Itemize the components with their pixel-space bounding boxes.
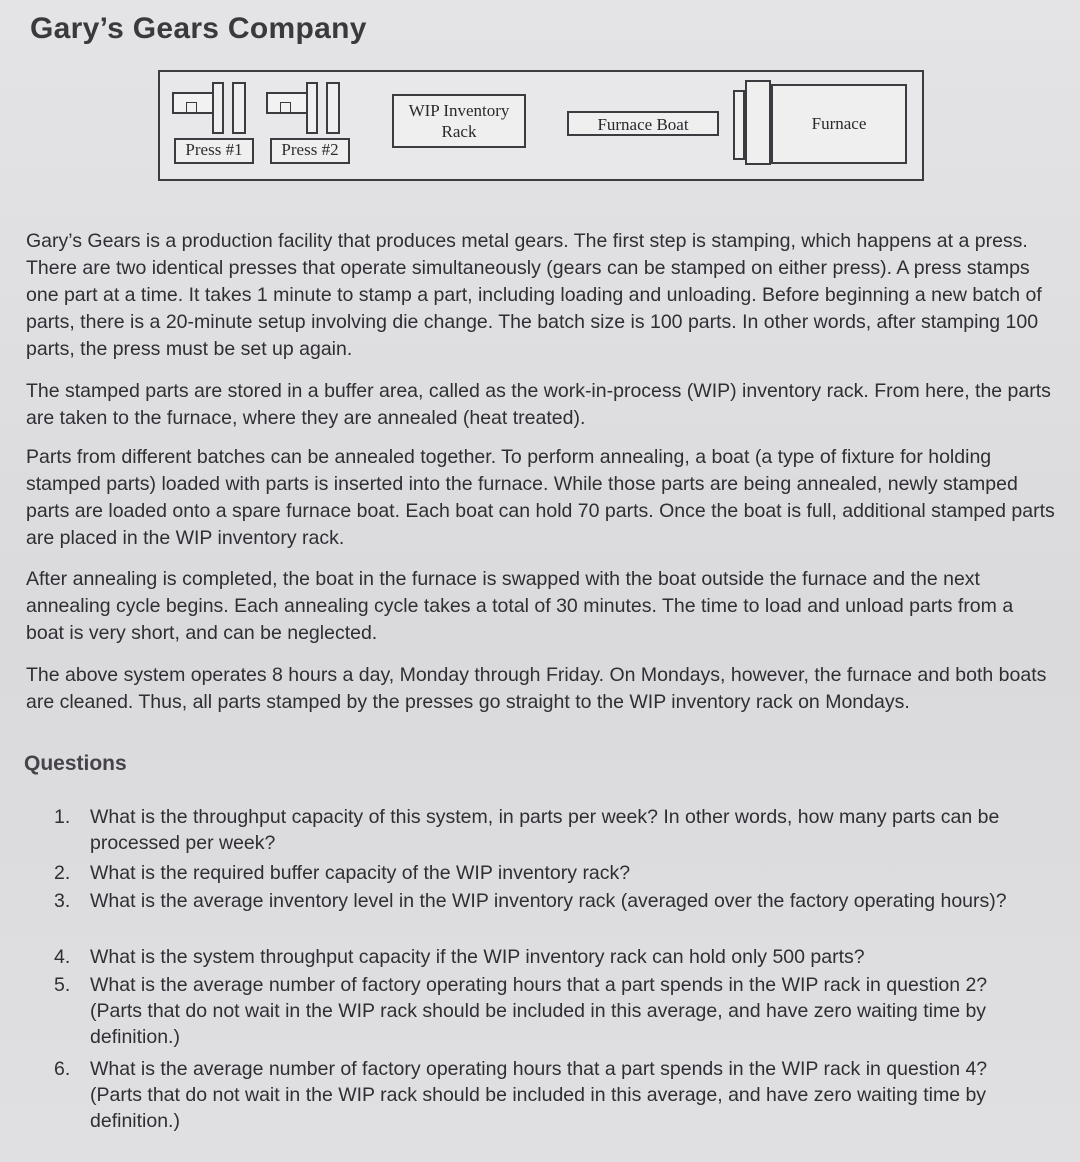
process-diagram <box>158 70 924 181</box>
question-text: What is the average inventory level in the WIP inventory rack (averaged over the factory operating hours)? <box>90 890 1007 912</box>
paragraph-wip-rack: The stamped parts are stored in a buffer area, called as the work-in-process (WIP) inventory rack. From here, the parts are taken to the furnace, where they are annealed (heat treated). <box>26 380 1051 429</box>
question-item <box>54 972 1044 1050</box>
question-text: What is the average number of factory operating hours that a part spends in the WIP rack in question 4? (Parts that do not wait in the WIP rack should be included in this average, and have zero waiting time by definition.) <box>90 1058 988 1132</box>
paragraph-schedule: The above system operates 8 hours a day, Monday through Friday. On Mondays, however, the furnace and both boats are cleaned. Thus, all parts stamped by the presses go straight to the WIP inventory rack on Mondays. <box>26 664 1047 713</box>
questions-heading: Questions <box>24 752 127 775</box>
paragraph-annealing: Parts from different batches can be annealed together. To perform annealing, a boat (a type of fixture for holding stamped parts) loaded with parts is inserted into the furnace. While those parts are being annealed, newly stamped parts are loaded onto a spare furnace boat. Each boat can hold 70 parts. Once the boat is full, additional stamped parts are placed in the WIP inventory rack. <box>26 446 1055 549</box>
wip-label-line1: WIP Inventory <box>408 101 510 120</box>
question-number: 5. <box>54 974 71 996</box>
wip-inventory-rack <box>392 94 526 148</box>
question-item <box>54 944 1044 970</box>
question-item <box>54 888 1044 914</box>
press-1-label: Press #1 <box>174 138 254 164</box>
furnace-boat: Furnace Boat <box>567 111 719 136</box>
question-number: 2. <box>54 862 71 884</box>
question-text: What is the average number of factory operating hours that a part spends in the WIP rack in question 2? (Parts that do not wait in the WIP rack should be included in this average, and have zero waiting time by definition.) <box>90 974 988 1048</box>
question-number: 6. <box>54 1058 71 1080</box>
furnace-door-inner <box>745 80 771 165</box>
paragraph-stamping: Gary’s Gears is a production facility that produces metal gears. The first step is stamping, which happens at a press. There are two identical presses that operate simultaneously (gears can be stamped on either press). A press stamps one part at a time. It takes 1 minute to stamp a part, including loading and unloading. Before beginning a new batch of parts, there is a 20-minute setup involving die change. The batch size is 100 parts. In other words, after stamping 100 parts, the press must be set up again. <box>26 230 1042 360</box>
question-item <box>54 1056 1044 1134</box>
question-number: 3. <box>54 890 71 912</box>
wip-label-line2: Rack <box>441 122 477 141</box>
furnace: Furnace <box>771 84 907 164</box>
question-text: What is the system throughput capacity if the WIP inventory rack can hold only 500 parts? <box>90 946 865 968</box>
page-title: Gary’s Gears Company <box>30 12 367 45</box>
question-text: What is the throughput capacity of this system, in parts per week? In other words, how many parts can be processed per week? <box>90 806 1000 854</box>
question-number: 1. <box>54 806 71 828</box>
furnace-door-outer <box>733 90 745 160</box>
question-number: 4. <box>54 946 71 968</box>
question-item <box>54 804 1044 856</box>
question-item <box>54 860 1044 886</box>
paragraph-cycle: After annealing is completed, the boat in the furnace is swapped with the boat outside the furnace and the next annealing cycle begins. Each annealing cycle takes a total of 30 minutes. The time to load and unload parts from a boat is very short, and can be neglected. <box>26 568 1014 644</box>
press-1-icon <box>172 82 252 142</box>
question-text: What is the required buffer capacity of the WIP inventory rack? <box>90 862 631 884</box>
press-2-label: Press #2 <box>270 138 350 164</box>
press-2-icon <box>266 82 346 142</box>
